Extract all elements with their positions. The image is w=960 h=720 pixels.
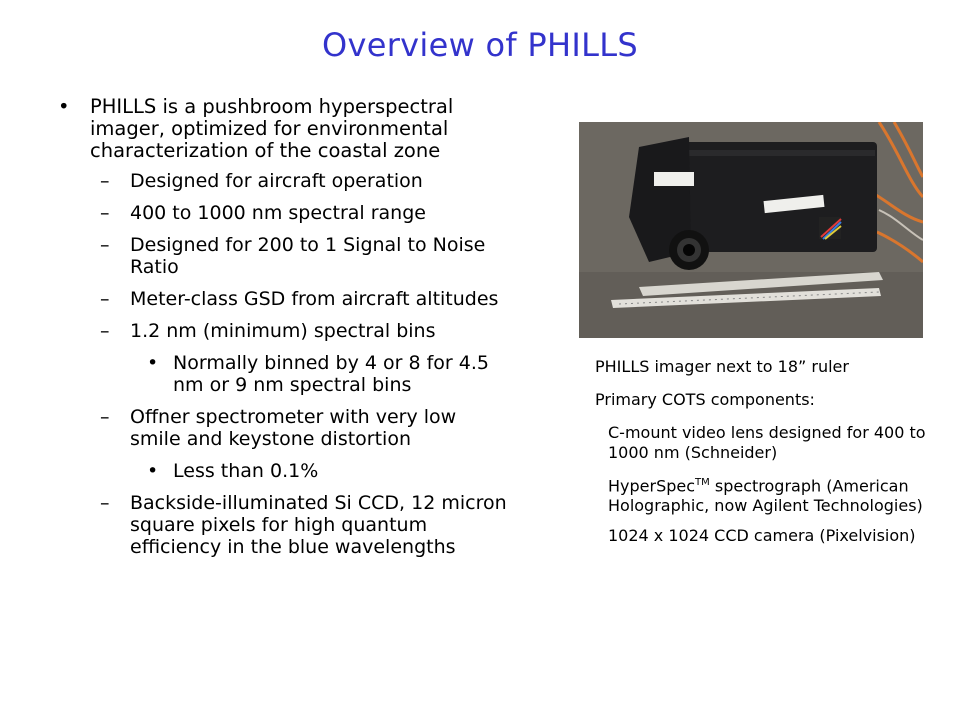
bullet-list [58, 96, 508, 568]
bullet-intro [58, 96, 508, 162]
imager-illustration [579, 122, 923, 338]
dash-icon: – [100, 288, 110, 310]
component-item-text: spectrograph (American Holographic, now Agilent Technologies) [608, 476, 923, 516]
components-heading: Primary COTS components: [595, 390, 815, 409]
sub-list-item [58, 460, 508, 482]
list-item [58, 320, 508, 342]
photo-caption: PHILLS imager next to 18” ruler [595, 357, 849, 376]
photo-caption-block [595, 357, 935, 556]
component-item-text: C-mount video lens designed for 400 to 1000 nm (Schneider) [608, 423, 926, 462]
list-item-text: 400 to 1000 nm spectral range [130, 202, 426, 224]
dash-icon: – [100, 170, 110, 192]
dash-icon: – [100, 234, 110, 256]
component-item [595, 423, 935, 463]
bullet-dot-icon: • [58, 95, 70, 118]
list-item [58, 492, 508, 558]
dash-icon: – [100, 202, 110, 224]
list-item-text: Backside-illuminated Si CCD, 12 micron square pixels for high quantum efficiency in the blue wavelengths [130, 492, 507, 558]
component-item-text: 1024 x 1024 CCD camera (Pixelvision) [608, 526, 916, 546]
list-item [58, 288, 508, 310]
dash-icon: – [100, 492, 110, 514]
dash-icon: – [100, 406, 110, 428]
list-item [58, 202, 508, 224]
sub-list-item [58, 352, 508, 396]
list-item-text: Designed for 200 to 1 Signal to Noise Ratio [130, 234, 486, 278]
sub-list-item-text: Normally binned by 4 or 8 for 4.5 nm or 9 nm spectral bins [173, 352, 489, 396]
slide-title: Overview of PHILLS [321, 26, 638, 64]
bullet-dot-icon: • [147, 352, 159, 374]
phills-imager-photo [579, 122, 923, 338]
list-item [58, 234, 508, 278]
list-item [58, 406, 508, 450]
list-item [58, 170, 508, 192]
list-item-text: Designed for aircraft operation [130, 170, 423, 192]
component-item-text: HyperSpec [608, 476, 696, 496]
list-item-text: Offner spectrometer with very low smile and keystone distortion [130, 406, 457, 450]
component-item [595, 473, 935, 516]
bullet-intro-text: PHILLS is a pushbroom hyperspectral imager, optimized for environmental characterization of the coastal zone [90, 95, 454, 162]
component-item [595, 526, 935, 546]
trademark-superscript: TM [695, 477, 710, 488]
sub-list-item-text: Less than 0.1% [173, 460, 319, 482]
list-item-text: Meter-class GSD from aircraft altitudes [130, 288, 499, 310]
dash-icon: – [100, 320, 110, 342]
bullet-dot-icon: • [147, 460, 159, 482]
list-item-text: 1.2 nm (minimum) spectral bins [130, 320, 436, 342]
